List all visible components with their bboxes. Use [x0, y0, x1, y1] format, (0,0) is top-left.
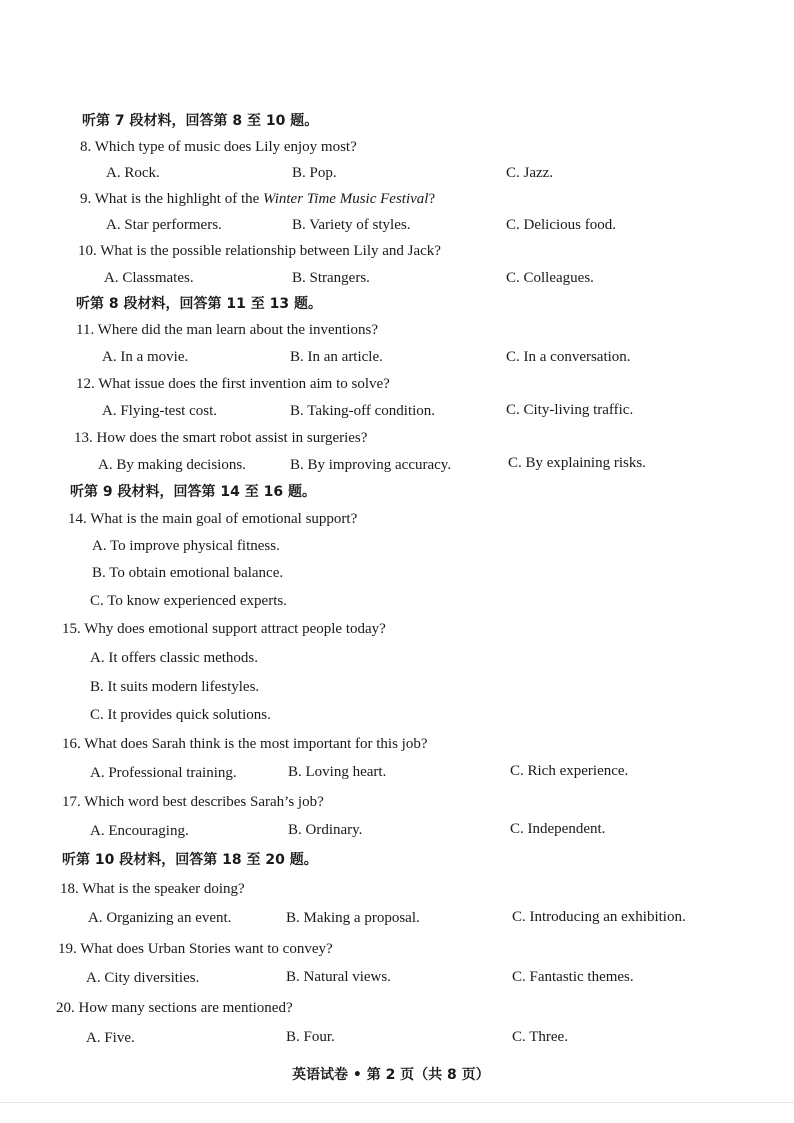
- question-16-option-a: A. Professional training.: [90, 765, 237, 781]
- question-12-stem: 12. What issue does the first invention aim to solve?: [76, 376, 390, 392]
- question-11-option-c: C. In a conversation.: [506, 349, 631, 365]
- question-13-option-b: B. By improving accuracy.: [290, 457, 452, 473]
- question-10-stem: 10. What is the possible relationship between Lily and Jack?: [78, 243, 441, 259]
- question-14-stem: 14. What is the main goal of emotional support?: [68, 511, 358, 527]
- question-15-option-a: A. It offers classic methods.: [90, 650, 259, 666]
- question-12-option-b: B. Taking-off condition.: [290, 403, 436, 419]
- question-19-stem: 19. What does Urban Stories want to convey?: [58, 941, 333, 957]
- question-13-stem: 13. How does the smart robot assist in surgeries?: [74, 430, 368, 446]
- question-15-stem: 15. Why does emotional support attract people today?: [62, 621, 386, 637]
- page-footer: 英语试卷 • 第 2 页（共 8 页）: [292, 1067, 490, 1083]
- question-17-option-a: A. Encouraging.: [90, 823, 189, 839]
- question-9-stem: [80, 190, 435, 208]
- question-19-option-b: B. Natural views.: [286, 969, 391, 985]
- festival-name: Winter Time Music Festival: [263, 191, 429, 207]
- question-18-option-c: C. Introducing an exhibition.: [512, 909, 686, 925]
- question-16-option-b: B. Loving heart.: [288, 764, 387, 780]
- question-14-option-a: A. To improve physical fitness.: [92, 538, 280, 554]
- question-9-stem-text: 9. What is the highlight of the: [80, 191, 264, 207]
- question-14-option-b: B. To obtain emotional balance.: [92, 565, 284, 581]
- question-10-option-b: B. Strangers.: [292, 270, 370, 286]
- section-heading-10: 听第 10 段材料，回答第 18 至 20 题。: [62, 852, 318, 868]
- section-heading-9: 听第 9 段材料，回答第 14 至 16 题。: [70, 484, 316, 500]
- question-20-stem: 20. How many sections are mentioned?: [56, 1000, 293, 1016]
- question-20-option-b: B. Four.: [286, 1029, 335, 1045]
- question-8-option-c: C. Jazz.: [506, 165, 554, 181]
- question-18-option-b: B. Making a proposal.: [286, 910, 420, 926]
- question-17-option-c: C. Independent.: [510, 821, 606, 837]
- question-8-stem: 8. Which type of music does Lily enjoy most?: [80, 139, 357, 155]
- question-13-option-a: A. By making decisions.: [98, 457, 246, 473]
- question-19-option-c: C. Fantastic themes.: [512, 969, 634, 985]
- question-12-option-a: A. Flying-test cost.: [102, 403, 217, 419]
- question-10-option-c: C. Colleagues.: [506, 270, 594, 286]
- question-15-option-b: B. It suits modern lifestyles.: [90, 679, 260, 695]
- question-20-option-c: C. Three.: [512, 1029, 568, 1045]
- question-13-option-c: C. By explaining risks.: [508, 455, 646, 471]
- question-19-option-a: A. City diversities.: [86, 970, 200, 986]
- question-15-option-c: C. It provides quick solutions.: [90, 707, 271, 723]
- question-11-option-a: A. In a movie.: [102, 349, 189, 365]
- question-9-option-a: A. Star performers.: [106, 217, 222, 233]
- question-18-option-a: A. Organizing an event.: [88, 910, 232, 926]
- question-14-option-c: C. To know experienced experts.: [90, 593, 287, 609]
- question-12-option-c: C. City-living traffic.: [506, 402, 634, 418]
- question-17-option-b: B. Ordinary.: [288, 822, 363, 838]
- question-9-option-b: B. Variety of styles.: [292, 217, 411, 233]
- question-9-option-c: C. Delicious food.: [506, 217, 616, 233]
- section-heading-8: 听第 8 段材料，回答第 11 至 13 题。: [76, 296, 322, 312]
- question-16-stem: 16. What does Sarah think is the most important for this job?: [62, 736, 428, 752]
- section-heading-7: 听第 7 段材料，回答第 8 至 10 题。: [82, 113, 319, 129]
- question-10-option-a: A. Classmates.: [104, 270, 194, 286]
- page-bottom-edge: [0, 1102, 794, 1103]
- question-17-stem: 17. Which word best describes Sarah’s job?: [62, 794, 324, 810]
- question-8-option-a: A. Rock.: [106, 165, 160, 181]
- question-20-option-a: A. Five.: [86, 1030, 135, 1046]
- question-8-option-b: B. Pop.: [292, 165, 337, 181]
- question-11-stem: 11. Where did the man learn about the inventions?: [76, 322, 378, 338]
- question-9-stem-end: ?: [428, 191, 436, 207]
- question-18-stem: 18. What is the speaker doing?: [60, 881, 245, 897]
- question-16-option-c: C. Rich experience.: [510, 763, 629, 779]
- question-11-option-b: B. In an article.: [290, 349, 383, 365]
